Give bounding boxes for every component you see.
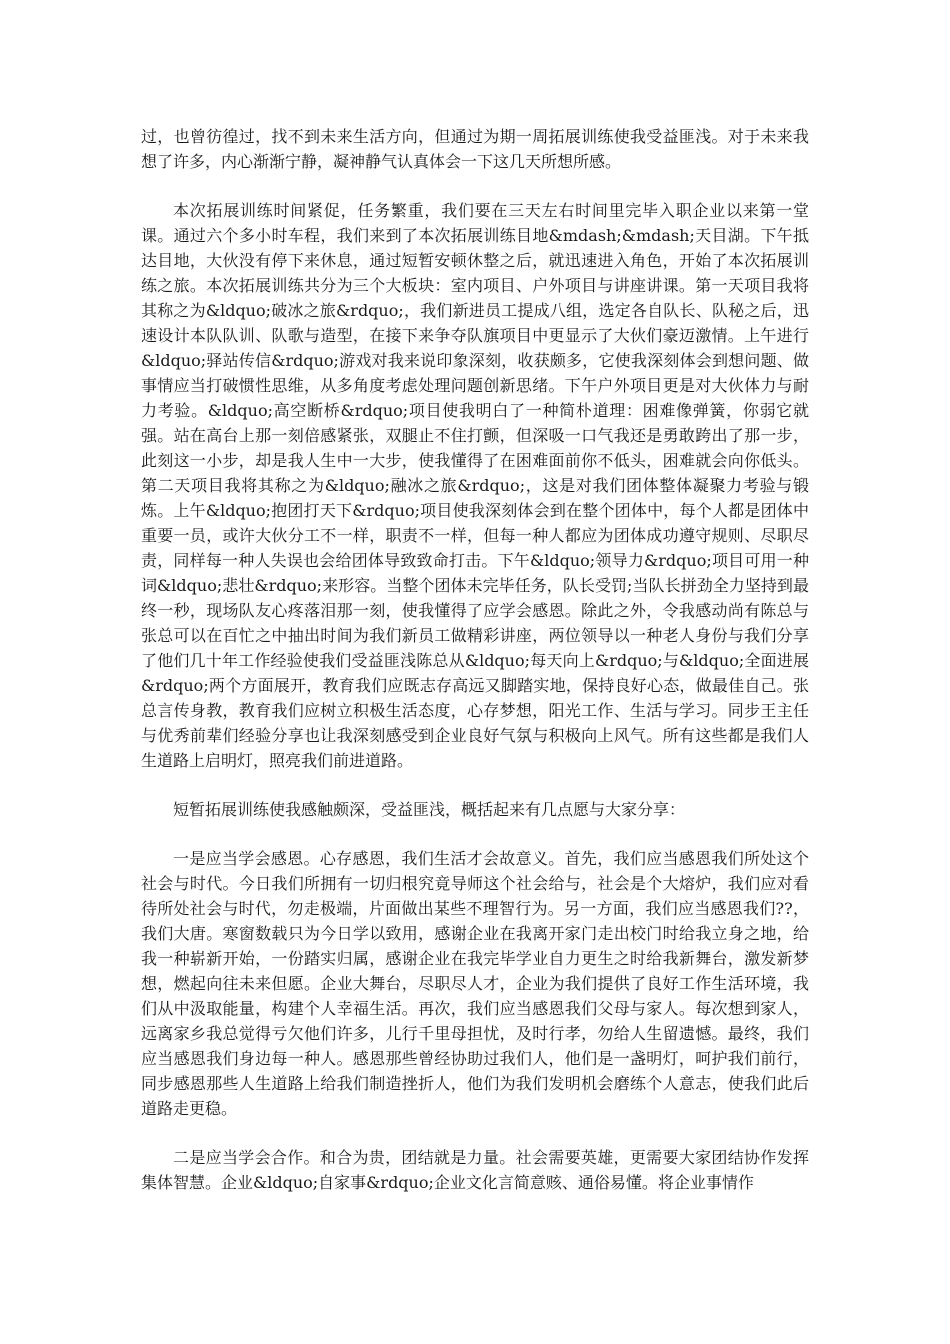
paragraph-2: 本次拓展训练时间紧促，任务繁重，我们要在三天左右时间里完毕入职企业以来第一堂课。通过六个多小时车程，我们来到了本次拓展训练目地&mdash;&mdash;天目湖。下午抵达目地，大伙没有停下来休息，通过短暂安顿休整之后，就迅速进入角色，开始了本次拓展训练之旅。本次拓展训练共分为三个大板块：室内项目、户外项目与讲座讲课。第一天项目我将其称之为&ldquo;破冰之旅&rdquo;，我们新进员工提成八组，选定各自队长、队秘之后，迅速设计本队队训、队歌与造型，在接下来争夺队旗项目中更显示了大伙们豪迈激情。上午进行&ldquo;驿站传信&rdquo;游戏对我来说印象深刻，收获颇多，它使我深刻体会到想问题、做事情应当打破惯性思维，从多角度考虑处理问题创新思绪。下午户外项目更是对大伙体力与耐力考验。&ldquo;高空断桥&rdquo;项目使我明白了一种简朴道理：困难像弹簧，你弱它就强。站在高台上那一刻倍感紧张，双腿止不住打颤，但深吸一口气我还是勇敢跨出了那一步，此刻这一小步，却是我人生中一大步，使我懂得了在困难面前你不低头，困难就会向你低头。第二天项目我将其称之为&ldquo;融冰之旅&rdquo;，这是对我们团体整体凝聚力考验与锻炼。上午&ldquo;抱团打天下&rdquo;项目使我深刻体会到在整个团体中，每个人都是团体中重要一员，或许大伙分工不一样，职责不一样，但每一种人都应为团体成功遵守规则、尽职尽责，同样每一种人失误也会给团体导致致命打击。下午&ldquo;领导力&rdquo;项目可用一种词&ldquo;悲壮&rdquo;来形容。当整个团体未完毕任务，队长受罚;当队长拼劲全力坚持到最终一秒，现场队友心疼落泪那一刻，使我懂得了应学会感恩。除此之外，令我感动尚有陈总与张总可以在百忙之中抽出时间为我们新员工做精彩讲座，两位领导以一种老人身份与我们分享了他们几十年工作经验使我们受益匪浅陈总从&ldquo;每天向上&rdquo;与&ldquo;全面进展&rdquo;两个方面展开，教育我们应既志存高远又脚踏实地，保持良好心态，做最佳自己。张总言传身教，教育我们应树立积极生活态度，心存梦想，阳光工作、生活与学习。同步王主任与优秀前辈们经验分享也让我深刻感受到企业良好气氛与积极向上风气。所有这些都是我们人生道路上启明灯，照亮我们前进道路。 (141, 201, 809, 770)
paragraph-1: 过，也曾彷徨过，找不到未来生活方向，但通过为期一周拓展训练使我受益匪浅。对于未来我想了许多，内心渐渐宁静，凝神静气认真体会一下这几天所想所感。 (141, 127, 809, 171)
paragraph-3: 短暂拓展训练使我感触颇深，受益匪浅，概括起来有几点愿与大家分享： (173, 800, 686, 819)
paragraph-5: 二是应当学会合作。和合为贵，团结就是力量。社会需要英雄，更需要大家团结协作发挥集体智慧。企业&ldquo;自家事&rdquo;企业文化言简意赅、通俗易懂。将企业事情作 (141, 1148, 809, 1192)
paragraph-4: 一是应当学会感恩。心存感恩，我们生活才会故意义。首先，我们应当感恩我们所处这个社会与时代。今日我们所拥有一切归根究竟导师这个社会给与，社会是个大熔炉，我们应对看待所处社会与时代，勿走极端，片面做出某些不理智行为。另一方面，我们应当感恩我们??，我们大唐。寒窗数载只为今日学以致用，感谢企业在我离开家门走出校门时给我立身之地，给我一种崭新开始，一份踏实归属，感谢企业在我完毕学业自力更生之时给我新舞台，激发新梦想，燃起向往未来但愿。企业大舞台，尽职尽人才，企业为我们提供了良好工作生活环境，我们从中汲取能量，构建个人幸福生活。再次，我们应当感恩我们父母与家人。每次想到家人，远离家乡我总觉得亏欠他们许多，儿行千里母担忧，及时行孝，勿给人生留遗憾。最终，我们应当感恩我们身边每一种人。感恩那些曾经协助过我们人，他们是一盏明灯，呵护我们前行，同步感恩那些人生道路上给我们制造挫折人，他们为我们发明机会磨练个人意志，使我们此后道路走更稳。 (141, 849, 809, 1118)
document-body (141, 124, 809, 1195)
